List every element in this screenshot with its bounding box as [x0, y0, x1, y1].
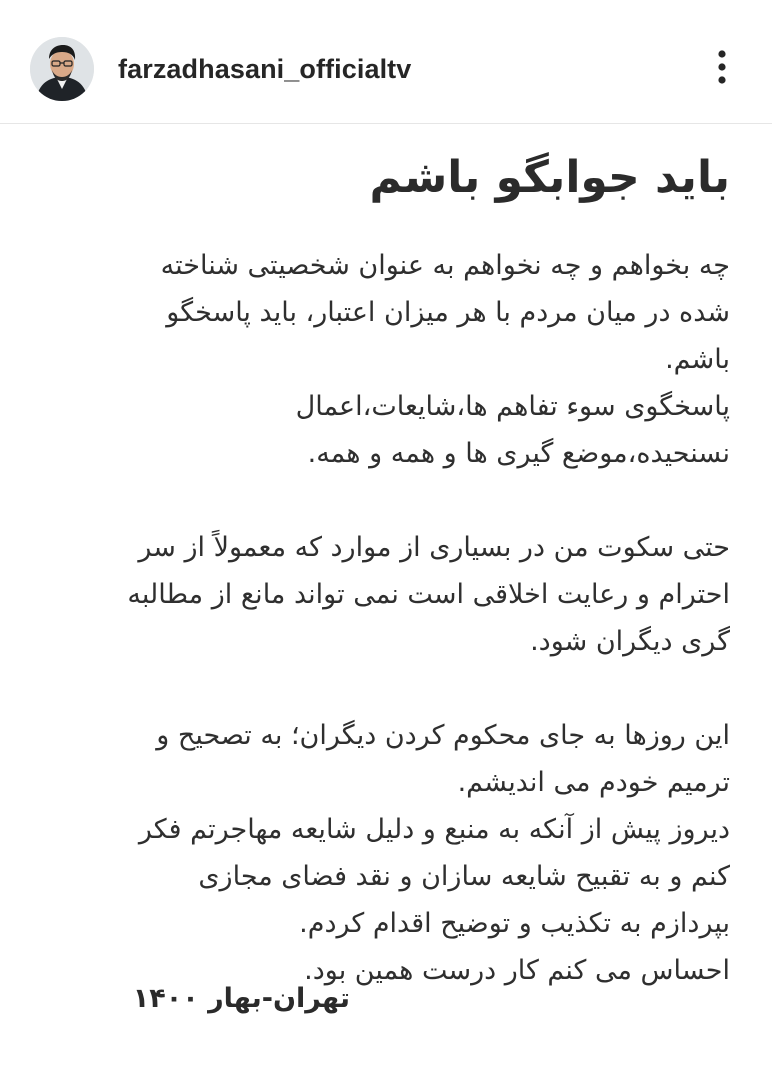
post-line: نسنحیده،موضع گیری ها و همه و همه.: [307, 438, 730, 469]
post-line: گری دیگران شود.: [530, 626, 730, 657]
post-title: باید جوابگو باشم: [369, 152, 730, 203]
username[interactable]: farzadhasani_officialtv: [118, 54, 412, 84]
post-line: شده در میان مردم با هر میزان اعتبار، باید پاسخگو: [166, 297, 730, 328]
more-options-icon: [706, 46, 738, 90]
profile-avatar-icon: [30, 37, 94, 101]
signature: تهران-بهار ۱۴۰۰: [132, 983, 350, 1014]
post-line: ترمیم خودم می اندیشم.: [457, 767, 730, 798]
post-header: [0, 0, 772, 124]
post-line: چه بخواهم و چه نخواهم به عنوان شخصیتی شناخته: [160, 250, 730, 281]
post-line: بپردازم به تکذیب و توضیح اقدام کردم.: [299, 908, 730, 939]
paragraph-gap: [40, 477, 730, 524]
avatar[interactable]: [30, 37, 94, 101]
post-line: این روزها به جای محکوم کردن دیگران؛ به تصحیح و: [156, 720, 730, 751]
post-line: احساس می کنم کار درست همین بود.: [304, 955, 730, 986]
post-image-text: [40, 130, 730, 1014]
post-body: [40, 242, 730, 994]
paragraph-gap: [40, 665, 730, 712]
post-line: احترام و رعایت اخلاقی است نمی تواند مانع از مطالبه: [127, 579, 730, 610]
post-line: باشم.: [665, 344, 730, 375]
more-options-button[interactable]: [706, 46, 738, 90]
post-line: دیروز پیش از آنکه به منبع و دلیل شایعه مهاجرتم فکر: [138, 814, 730, 845]
post-line: حتی سکوت من در بسیاری از موارد که معمولاً از سر: [138, 532, 730, 563]
post-line: کنم و به تقبیح شایعه سازان و نقد فضای مجازی: [198, 861, 730, 892]
post-line: پاسخگوی سوء تفاهم ها،شایعات،اعمال: [295, 391, 730, 422]
